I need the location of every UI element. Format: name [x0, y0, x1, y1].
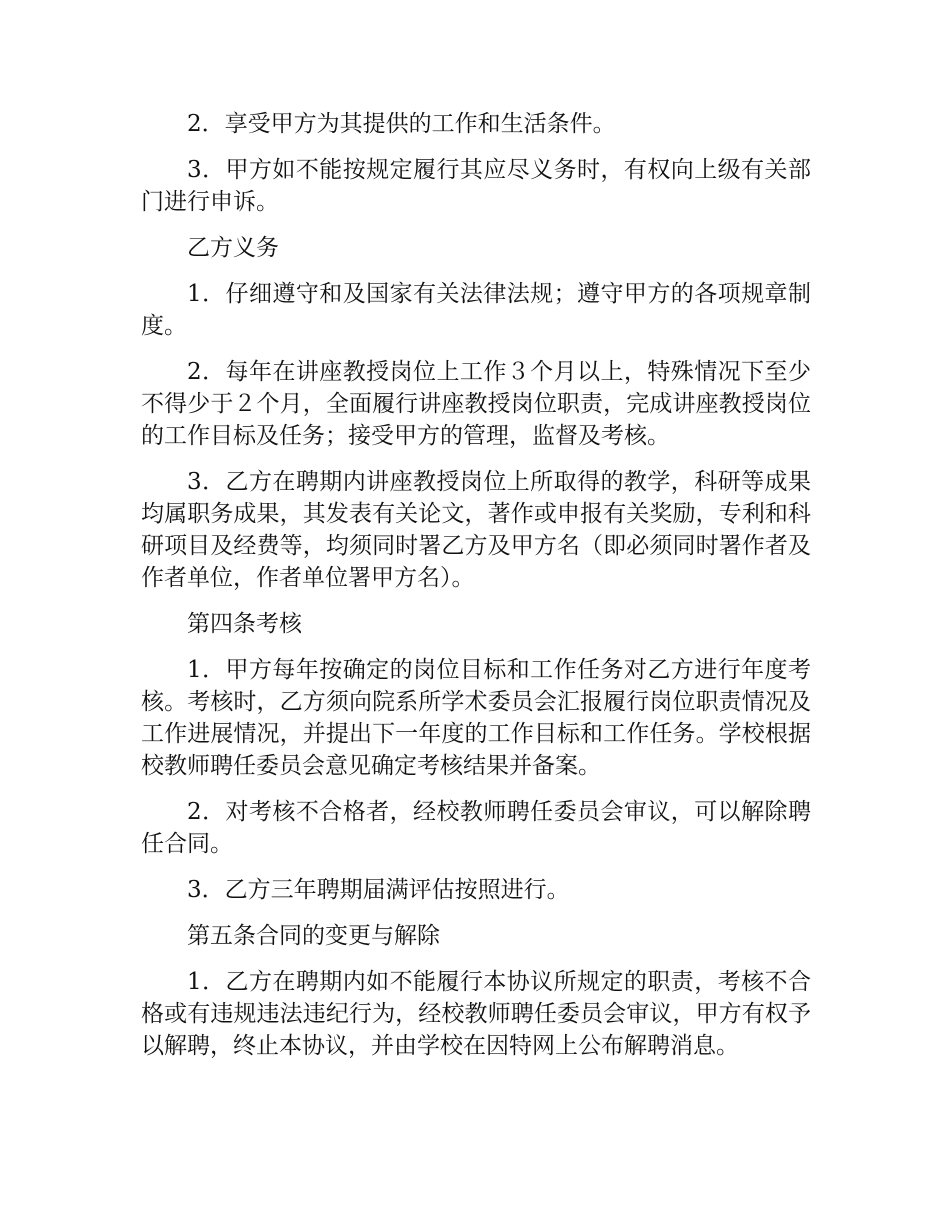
section-heading-party-b-obligations: 乙方义务 — [187, 235, 279, 261]
section-heading-article-5: 第五条合同的变更与解除 — [187, 923, 440, 949]
paragraph-assessment-3: 3．乙方三年聘期届满评估按照进行。 — [187, 877, 570, 903]
paragraph-obligation-1: 1．仔细遵守和及国家有关法律法规；遵守甲方的各项规章制度。 — [141, 281, 811, 339]
paragraph-assessment-2: 2．对考核不合格者，经校教师聘任委员会审议，可以解除聘任合同。 — [141, 799, 811, 857]
document-page — [141, 108, 811, 1076]
paragraph-obligation-3: 3．乙方在聘期内讲座教授岗位上所取得的教学，科研等成果均属职务成果，其发表有关论文，著作或申报有关奖励，专利和科研项目及经费等，均须同时署乙方及甲方名（即必须同时署作者及作者单位，作者单位署甲方名）。 — [141, 469, 811, 591]
paragraph-obligation-2: 2．每年在讲座教授岗位上工作３个月以上，特殊情况下至少不得少于２个月，全面履行讲座教授岗位职责，完成讲座教授岗位的工作目标及任务；接受甲方的管理，监督及考核。 — [141, 359, 811, 449]
paragraph-right-2: 2．享受甲方为其提供的工作和生活条件。 — [187, 111, 616, 137]
paragraph-termination-1: 1．乙方在聘期内如不能履行本协议所规定的职责，考核不合格或有违规违法违纪行为，经校教师聘任委员会审议，甲方有权予以解聘，终止本协议，并由学校在因特网上公布解聘消息。 — [141, 969, 811, 1059]
paragraph-right-3: 3．甲方如不能按规定履行其应尽义务时，有权向上级有关部门进行申诉。 — [141, 157, 811, 215]
paragraph-assessment-1: 1．甲方每年按确定的岗位目标和工作任务对乙方进行年度考核。考核时，乙方须向院系所学术委员会汇报履行岗位职责情况及工作进展情况，并提出下一年度的工作目标和工作任务。学校根据校教师聘任委员会意见确定考核结果并备案。 — [141, 657, 811, 779]
section-heading-article-4: 第四条考核 — [187, 611, 302, 637]
